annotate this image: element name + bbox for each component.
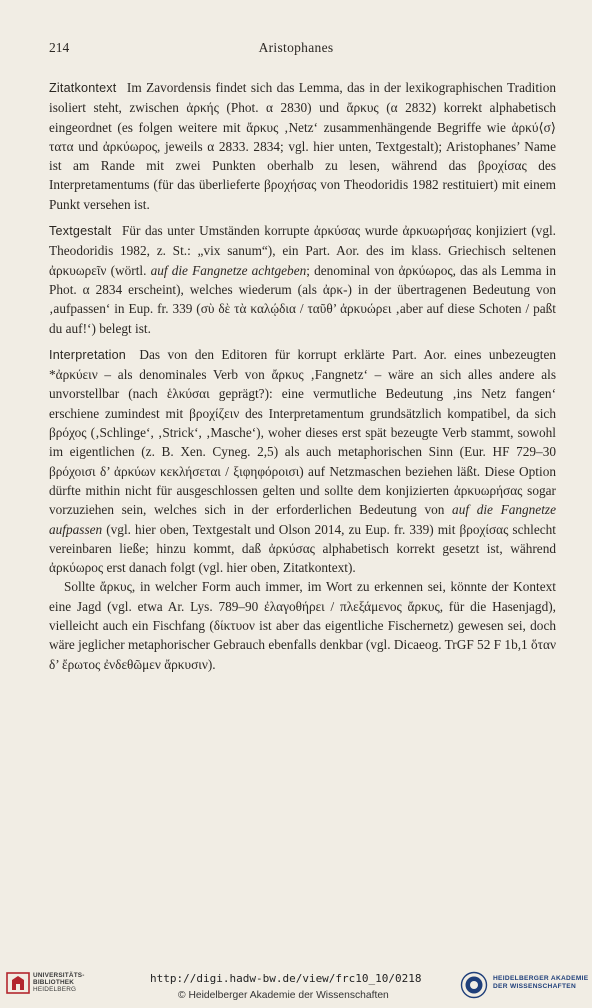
- page-header: [49, 40, 543, 60]
- section-text: Das von den Editoren für korrupt erklärte Part. Aor. eines unbezeugten *ἀρκύειν – als denominales Verb von ἄρκυς ‚Fangnetz‘ – wäre an sich alles andere als unvorstellbar (nach ἑλκύσαι geprägt?): eine vermutliche Bedeutung ‚ins Netz fangen‘ erschiene zumindest mit βροχίζειν des Interpretamentum grundsätzlich kompatibel, da sich βρόχος (‚Schlinge‘, ‚Strick‘, ‚Masche‘), woher dieses erst spät bezeugte Verb stammt, sowohl im eigentlichen (z. B. Xen. Cyneg. 2,5) als auch metaphorischen Sinn (Eur. HF 729–30 βρόχοισι δ’ ἀρκύων κεκλήσεται / ξιφηφόροισι) auf Netzmaschen beziehen läßt. Diese Option dürfte mithin nicht für ausgeschlossen gelten und sollte dem konjizierten ἀρκυωρήσας sogar vorzuziehen sein, welches sich in der erforderlichen Bedeutung von: [49, 346, 557, 518]
- university-library-logo-icon: [6, 971, 30, 995]
- academy-name: HEIDELBERGER AKADEMIE DER WISSENSCHAFTEN: [493, 975, 589, 990]
- university-library-name: UNIVERSITÄTS- BIBLIOTHEK HEIDELBERG: [33, 972, 85, 994]
- section-text: ; denominal von ἀρκύωρος, das als Lemma in Phot. α 2834 erscheint), welches wiederum (als ἀρκ-) in der übertragenen Bedeutung von ‚aufpassen‘ in Eup. fr. 339 (σὺ δὲ τὰ καλῴδια / ταῦθ’ ἀρκυώρει ‚aber auf diese Schoten / paßt du auf!‘) belegt ist.: [49, 262, 556, 336]
- section-zitatkontext: [49, 78, 556, 214]
- section-heading: Textgestalt: [49, 224, 112, 239]
- running-title: Aristophanes: [258, 40, 334, 55]
- copyright-notice: © Heidelberger Akademie der Wissenschaften: [178, 990, 389, 1001]
- interpretation-continuation: [49, 577, 556, 673]
- section-text: Im Zavordensis findet sich das Lemma, das in der lexikographischen Tradition isoliert steht, zwischen ἀρκής (Phot. α 2830) und ἄρκυς (α 2832) korrekt alphabetisch eingeordnet (es folgen weitere mit ἄρκυς ‚Netz‘ zusammenhängende Begriffe wie ἀρκύ⟨σ⟩τατα und ἀρκύωρος, jeweils α 2833. 2834; vgl. hier unten, Textgestalt); Aristophanes’ Name ist am Rande mit zwei Punkten oberhalb zu lesen, während das βροχίσας des Interpretamentums (für das überlieferte βροχήσας von Theodoridis 1982 restituiert) mit einem Punkt versehen ist.: [49, 80, 556, 212]
- section-text: Für das unter Umständen korrupte ἀρκύσας wurde ἀρκυωρήσας konjiziert (vgl. Theodoridis 1982, z. St.: „vix sanum“), ein Part. Aor. des im klass. Griechisch seltenen ἀρκυωρεῖν (wörtl.: [49, 223, 556, 278]
- page-number: 214: [49, 40, 70, 55]
- section-interpretation: [49, 345, 556, 578]
- academy-seal-icon: [460, 971, 488, 999]
- section-heading: Interpretation: [49, 347, 127, 362]
- section-text: Sollte ἄρκυς, in welcher Form auch immer, im Wort zu erkennen sei, könnte der Kontext eine Jagd (vgl. etwa Ar. Lys. 789–90 ἐλαγοθήρει / πλεξάμενος ἄρκυς, für die Hasenjagd), vielleicht auch ein Fischfang (δίκτυον ist aber das eigentliche Fischernetz) gewesen sei, doch wäre jeglicher metaphorischer Gebrauch ebenfalls denkbar (vgl. Dicaeog. TrGF 52 F 1b,1 ὅταν δ’ ἔρωτος ἐνδεθῶμεν ἄρκυσιν).: [49, 579, 556, 672]
- permalink-url[interactable]: http://digi.hadw-bw.de/view/frc10_10/0218: [150, 972, 422, 985]
- section-text: (vgl. hier oben, Textgestalt und Olson 2014, zu Eup. fr. 339) mit βροχίσας schlecht vereinbaren ließe; hinzu kommt, daß ἀρκύσας alphabetisch korrekt gesetzt ist, während ἀρκύωρος erst danach folgt (vgl. hier oben, Zitatkontext).: [49, 521, 556, 576]
- digitization-footer: [0, 966, 592, 1008]
- main-text: [49, 78, 556, 674]
- emphasis-text: auf die Fangnetze aufpassen: [49, 502, 556, 537]
- section-heading: Zitatkontext: [49, 81, 117, 95]
- emphasis-text: auf die Fangnetze achtgeben: [150, 262, 307, 278]
- section-textgestalt: [49, 221, 556, 338]
